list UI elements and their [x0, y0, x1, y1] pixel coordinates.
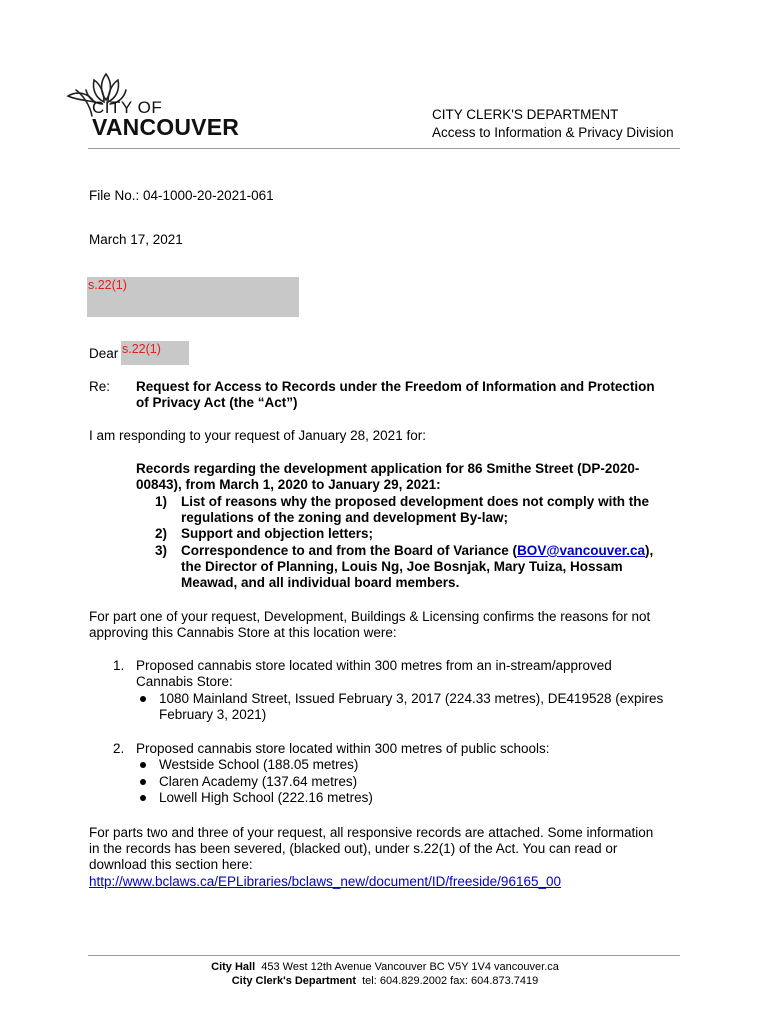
file-number: File No.: 04-1000-20-2021-061: [89, 188, 274, 203]
re-subject-line1: Request for Access to Records under the Freedom of Information and Protection: [136, 379, 655, 394]
request-item-3-text-end: ),: [645, 543, 654, 558]
logo-line1: CITY OF: [92, 98, 163, 117]
reason-1-bullet-line1: 1080 Mainland Street, Issued February 3, 2017 (224.33 metres), DE419528 (expires: [159, 691, 664, 706]
footer-contact: tel: 604.829.2002 fax: 604.873.7419: [362, 975, 539, 987]
request-item-3-line1: [181, 543, 653, 560]
part-one-line1: For part one of your request, Development, Buildings & Licensing confirms the reasons for not: [89, 609, 651, 624]
request-item-1-line1: List of reasons why the proposed development does not comply with the: [181, 494, 650, 509]
department-name: CITY CLERK'S DEPARTMENT: [432, 107, 619, 122]
division-name: Access to Information & Privacy Division: [432, 125, 674, 140]
part-one-line2: approving this Cannabis Store at this location were:: [89, 625, 397, 640]
department-header: [432, 106, 674, 142]
reason-1-bullet-line2: February 3, 2021): [159, 707, 267, 722]
header-divider: [88, 148, 680, 149]
letter-date: March 17, 2021: [89, 232, 183, 247]
board-of-variance-email-link[interactable]: BOV@vancouver.ca: [517, 543, 646, 558]
request-item-3-number: 3): [155, 543, 168, 558]
request-item-2-line1: Support and objection letters;: [181, 526, 374, 541]
request-item-1-line2: regulations of the zoning and development By-law;: [181, 510, 509, 525]
reason-2-bullet-1: Westside School (188.05 metres): [159, 757, 359, 772]
request-item-3-text: Correspondence to and from the Board of Variance (: [181, 543, 518, 558]
part-two-line2: in the records has been severed, (blacked out), under s.22(1) of the Act. You can read or: [89, 841, 618, 856]
footer-line1: [0, 960, 770, 974]
reason-1-line2: Cannabis Store:: [136, 674, 233, 689]
reason-1-line1: Proposed cannabis store located within 300 metres from an in-stream/approved: [136, 658, 612, 673]
re-label: Re:: [89, 379, 111, 394]
address-redaction-label: s.22(1): [88, 278, 127, 292]
bullet-icon: [140, 696, 146, 702]
bclaws-link[interactable]: http://www.bclaws.ca/EPLibraries/bclaws_new/document/ID/freeside/96165_00: [89, 874, 561, 889]
footer-line2: [0, 974, 770, 988]
request-line1: Records regarding the development application for 86 Smithe Street (DP-2020-: [136, 461, 640, 476]
request-item-1-number: 1): [155, 494, 168, 509]
salutation: Dear: [89, 346, 119, 361]
bullet-icon: [140, 795, 146, 801]
reason-2-bullet-2: Claren Academy (137.64 metres): [159, 774, 358, 789]
re-subject-line2: of Privacy Act (the “Act”): [136, 395, 298, 410]
part-two-line1: For parts two and three of your request, all responsive records are attached. Some information: [89, 825, 654, 840]
request-item-3-line2: the Director of Planning, Louis Ng, Joe Bosnjak, Mary Tuiza, Hossam: [181, 559, 623, 574]
reason-2-bullet-3: Lowell High School (222.16 metres): [159, 790, 373, 805]
reason-1-number: 1.: [113, 658, 125, 673]
bullet-icon: [140, 779, 146, 785]
part-two-line3: download this section here:: [89, 857, 253, 872]
bullet-icon: [140, 762, 146, 768]
request-item-2-number: 2): [155, 526, 168, 541]
intro-text: I am responding to your request of January 28, 2021 for:: [89, 428, 426, 443]
footer-divider: [88, 955, 680, 956]
logo-line2: VANCOUVER: [92, 114, 240, 140]
reason-2-number: 2.: [113, 741, 125, 756]
salutation-redaction-label: s.22(1): [122, 342, 161, 356]
request-line2: 00843), from March 1, 2020 to January 29, 2021:: [136, 477, 441, 492]
footer-city-hall: City Hall: [211, 961, 256, 973]
request-item-3-line3: Meawad, and all individual board members.: [181, 575, 460, 590]
reason-2-line1: Proposed cannabis store located within 300 metres of public schools:: [136, 741, 550, 756]
footer-address: 453 West 12th Avenue Vancouver BC V5Y 1V4 vancouver.ca: [261, 961, 559, 973]
footer-department: City Clerk's Department: [231, 975, 356, 987]
